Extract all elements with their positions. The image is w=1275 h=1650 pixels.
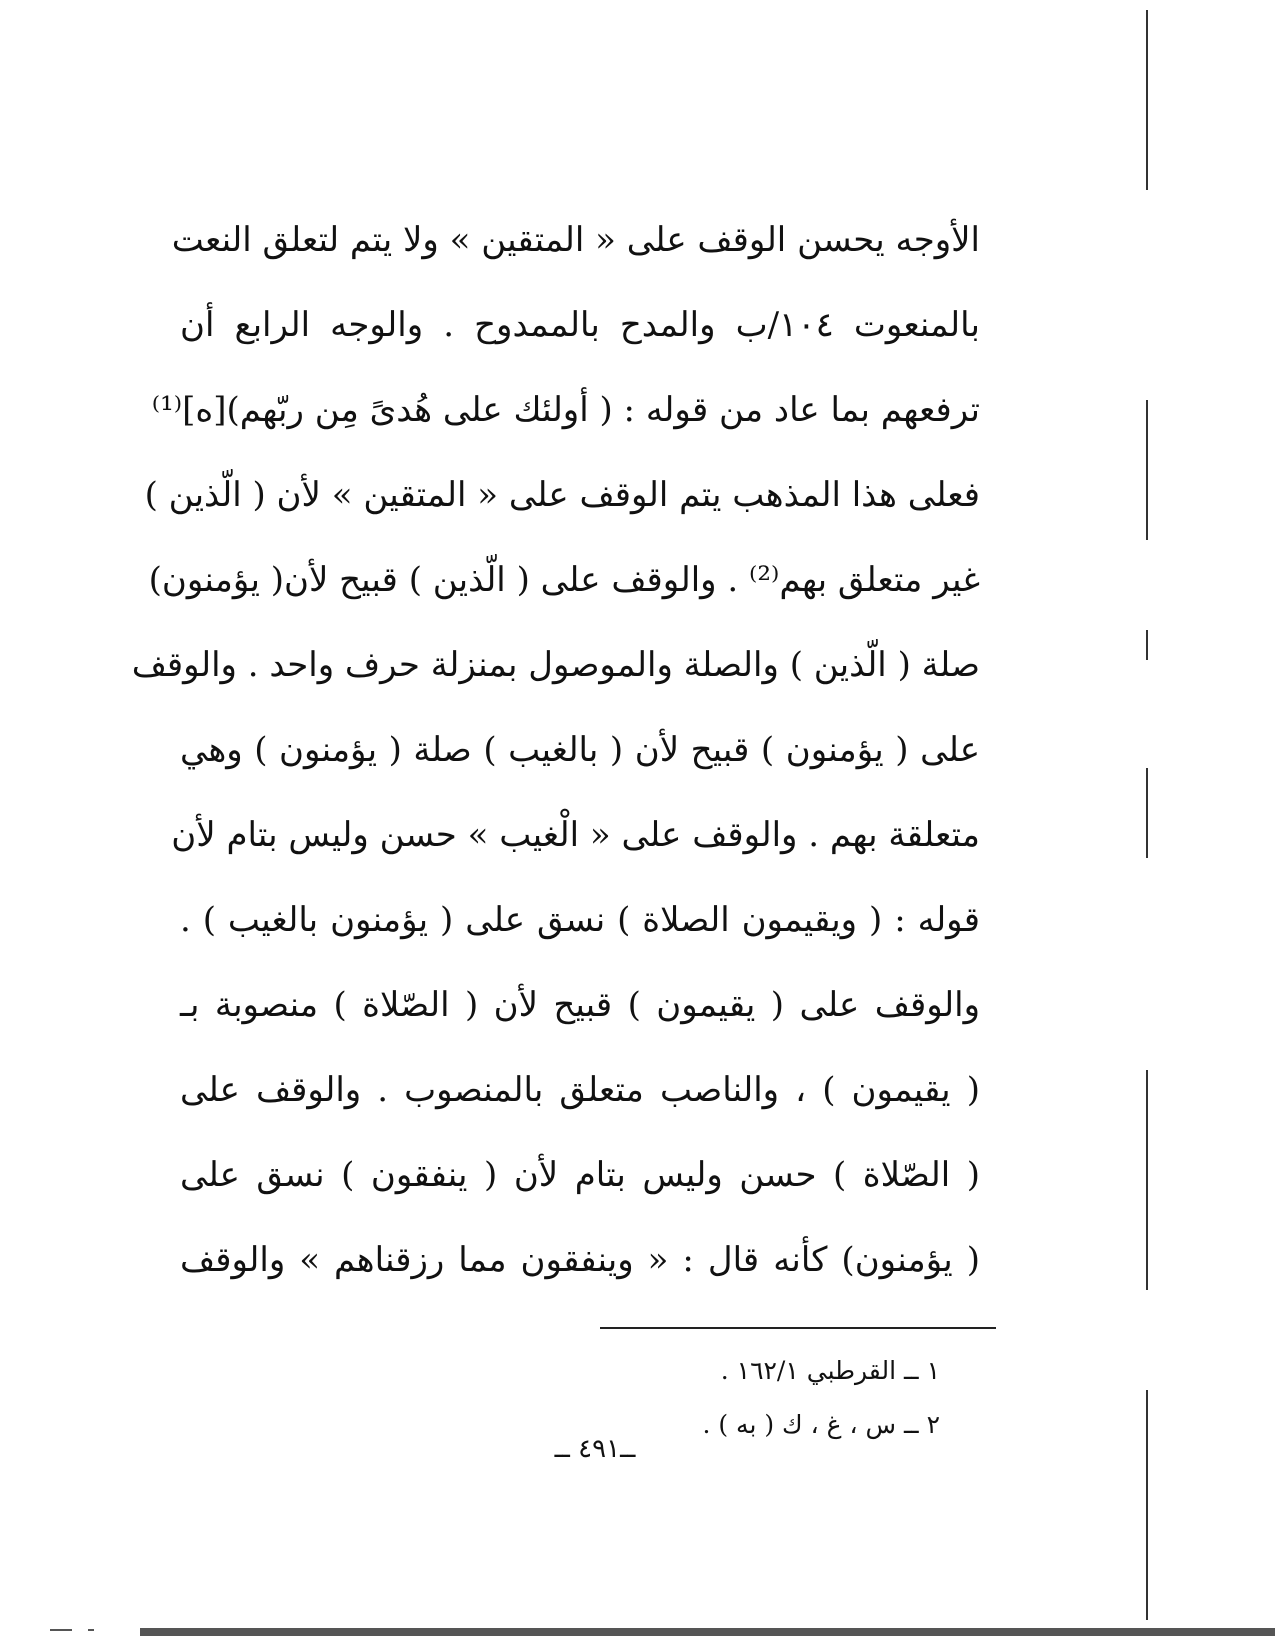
footnote: ٢ ــ س ، غ ، ك ( به ) .: [702, 1410, 940, 1439]
scan-bottom-border: [140, 1628, 1275, 1636]
text-line: صلة ( الّذين ) والصلة والموصول بمنزلة حرف واحد . والوقف: [131, 645, 980, 685]
scan-edge-mark: [1146, 630, 1148, 660]
text-line: ( الصّلاة ) حسن وليس بتام لأن ( ينفقون ) نسق على: [180, 1155, 980, 1195]
text-line: على ( يؤمنون ) قبيح لأن ( بالغيب ) صلة ( يؤمنون ) وهي: [180, 730, 980, 770]
footnote: ١ ــ القرطبي ١٦٢/١ .: [720, 1356, 940, 1385]
text-line: ( يؤمنون) كأنه قال : « وينفقون مما رزقناهم » والوقف: [180, 1240, 980, 1280]
text-line: بالمنعوت ١٠٤/ب والمدح بالممدوح . والوجه الرابع أن: [180, 305, 980, 345]
scan-edge-mark: [1146, 1070, 1148, 1290]
text-line: غير متعلق بهم⁽²⁾ . والوقف على ( الّذين ) قبيح لأن( يؤمنون): [148, 560, 980, 600]
text-line: ترفعهم بما عاد من قوله : ( أولئك على هُدىً مِن ربّهم)[ه]⁽¹⁾: [151, 390, 980, 430]
text-line: الأوجه يحسن الوقف على « المتقين » ولا يتم لتعلق النعت: [171, 220, 980, 260]
text-line: قوله : ( ويقيمون الصلاة ) نسق على ( يؤمنون بالغيب ) .: [180, 900, 980, 940]
scan-bottom-dash: [50, 1629, 72, 1631]
scan-bottom-dash: [88, 1629, 94, 1631]
scan-edge-mark: [1146, 1390, 1148, 1620]
text-line: متعلقة بهم . والوقف على « الْغيب » حسن وليس بتام لأن: [171, 815, 980, 855]
text-line: ( يقيمون ) ، والناصب متعلق بالمنصوب . والوقف على: [180, 1070, 980, 1110]
text-line: والوقف على ( يقيمون ) قبيح لأن ( الصّلاة ) منصوبة بـ: [180, 985, 980, 1025]
page-number: ــ٤٩١ ــ: [554, 1434, 636, 1464]
text-line: فعلى هذا المذهب يتم الوقف على « المتقين » لأن ( الّذين ): [144, 475, 980, 515]
footnote-separator: [600, 1327, 996, 1329]
scan-edge-mark: [1146, 10, 1148, 190]
scan-edge-mark: [1146, 400, 1148, 540]
scan-edge-mark: [1146, 768, 1148, 858]
main-text: [131, 198, 980, 1303]
